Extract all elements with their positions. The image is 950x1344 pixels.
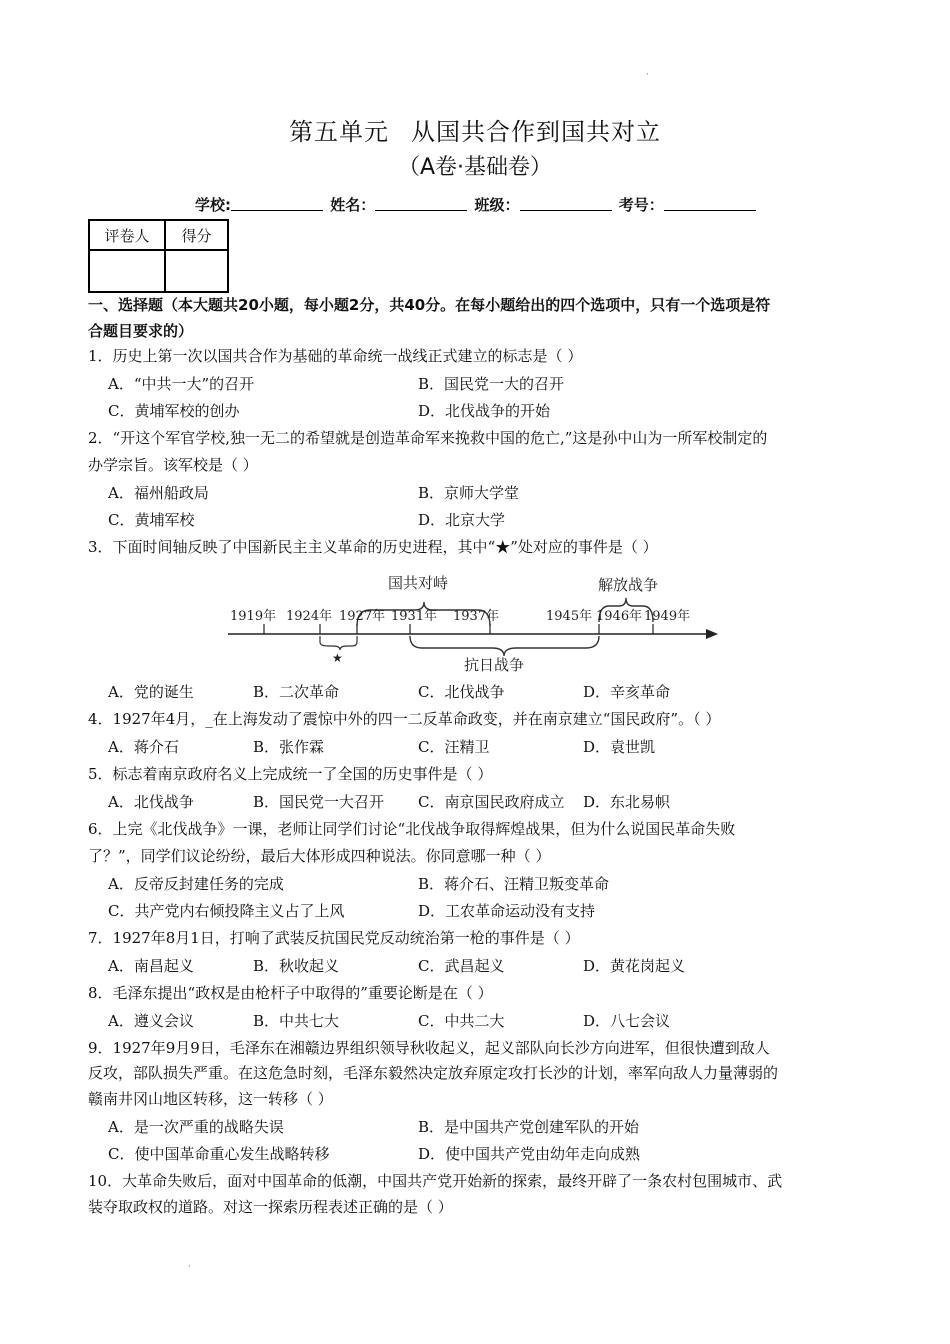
year-1927: 1927年	[339, 609, 386, 624]
q3-option-a[interactable]: A．党的诞生	[108, 683, 194, 701]
q9-option-c[interactable]: C．使中国革命重心发生战略转移	[108, 1145, 330, 1163]
q7-option-b[interactable]: B．秋收起义	[253, 957, 340, 975]
q2-option-a[interactable]: A．福州船政局	[108, 484, 209, 502]
school-label: 学校:	[195, 196, 231, 214]
q8-option-b[interactable]: B．中共七大	[253, 1012, 340, 1030]
section-1-heading	[88, 292, 868, 344]
score-cell[interactable]	[165, 250, 228, 292]
label-confrontation: 国共对峙	[388, 574, 449, 592]
q7-option-a[interactable]: A．南昌起义	[108, 957, 194, 975]
q9-option-d[interactable]: D．使中国共产党由幼年走向成熟	[418, 1145, 641, 1163]
question-5-stem: 5．标志着南京政府名义上完成统一了全国的历史事件是（ ）	[88, 765, 493, 783]
q1-option-d[interactable]: D．北伐战争的开始	[418, 402, 551, 420]
q2-option-b[interactable]: B．京师大学堂	[418, 484, 520, 502]
star-marker-icon: ★	[332, 651, 343, 665]
q5-option-c[interactable]: C．南京国民政府成立	[418, 793, 565, 811]
q4-option-d[interactable]: D．袁世凯	[583, 738, 656, 756]
q5-option-a[interactable]: A．北伐战争	[108, 793, 194, 811]
question-9-stem-line-1: 9．1927年9月9日，毛泽东在湘赣边界组织领导秋收起义，起义部队向长沙方向进军，但很快遭到敌人	[88, 1039, 770, 1057]
year-1937: 1937年	[453, 609, 500, 624]
q9-option-b[interactable]: B．是中国共产党创建军队的开始	[418, 1118, 640, 1136]
student-info-line	[195, 194, 758, 215]
question-4-stem: 4．1927年4月，_在上海发动了震惊中外的四一二反革命政变，并在南京建立“国民政府”。（ ）	[88, 710, 721, 728]
question-10-stem-line-2: 装夺取政权的道路。对这一探索历程表述正确的是（ ）	[88, 1198, 453, 1216]
q4-option-b[interactable]: B．张作霖	[253, 738, 325, 756]
section-1-line-2: 合题目要求的）	[88, 322, 194, 340]
name-blank[interactable]	[375, 210, 467, 211]
class-blank[interactable]	[520, 210, 612, 211]
question-6-stem-line-1: 6．上完《北伐战争》一课，老师让同学们讨论“北伐战争取得辉煌战果，但为什么说国民革命失败	[88, 820, 736, 838]
question-9-stem-line-2: 反攻，部队损失严重。在这危急时刻，毛泽东毅然决定放弃原定攻打长沙的计划，率军向敌人力量薄弱的	[88, 1064, 779, 1082]
question-8-stem: 8．毛泽东提出“政权是由枪杆子中取得的”重要论断是在（ ）	[88, 984, 493, 1002]
q1-option-c[interactable]: C．黄埔军校的创办	[108, 402, 240, 420]
q3-option-c[interactable]: C．北伐战争	[418, 683, 505, 701]
name-label: 姓名：	[330, 196, 376, 214]
q6-option-d[interactable]: D．工农革命运动没有支持	[418, 902, 596, 920]
title-topic: 从国共合作到国共对立	[411, 118, 661, 146]
grader-header: 评卷人	[89, 220, 165, 250]
year-1949: 1949年	[644, 609, 691, 624]
score-table	[88, 219, 229, 293]
class-label: 班级：	[474, 196, 520, 214]
year-1919: 1919年	[230, 609, 277, 624]
grader-cell[interactable]	[89, 250, 165, 292]
exam-number-label: 考号：	[618, 196, 664, 214]
q2-option-c[interactable]: C．黄埔军校	[108, 511, 195, 529]
question-9-stem-line-3: 赣南井冈山地区转移，这一转移（ ）	[88, 1090, 333, 1108]
title-unit: 第五单元	[289, 118, 389, 146]
question-10-stem-line-1: 10．大革命失败后，面对中国革命的低潮，中国共产党开始新的探索，最终开辟了一条农村包围城市、武	[88, 1172, 783, 1190]
year-1924: 1924年	[286, 609, 333, 624]
q3-option-b[interactable]: B．二次革命	[253, 683, 340, 701]
q9-option-a[interactable]: A．是一次严重的战略失误	[108, 1118, 284, 1136]
q1-option-a[interactable]: A．“中共一大”的召开	[108, 375, 255, 393]
q4-option-c[interactable]: C．汪精卫	[418, 738, 490, 756]
scan-dot-bottom: ·	[188, 1262, 191, 1272]
page-subtitle: （A卷·基础卷）	[397, 155, 553, 180]
q8-option-a[interactable]: A．遵义会议	[108, 1012, 194, 1030]
question-2-stem-line-1: 2．“开这个军官学校,独一无二的希望就是创造革命军来挽救中国的危亡,”这是孙中山为一所军校制定的	[88, 429, 768, 447]
bracket-1924-1927	[320, 636, 357, 650]
q3-option-d[interactable]: D．辛亥革命	[583, 683, 671, 701]
school-blank[interactable]	[231, 210, 323, 211]
year-1945: 1945年	[546, 609, 593, 624]
section-1-line-1: 一、选择题（本大题共20小题，每小题2分，共40分。在每小题给出的四个选项中，只有一个选项是符	[88, 296, 771, 314]
q5-option-b[interactable]: B．国民党一大召开	[253, 793, 385, 811]
q4-option-a[interactable]: A．蒋介石	[108, 738, 179, 756]
history-timeline	[220, 566, 720, 676]
q6-option-c[interactable]: C．共产党内右倾投降主义占了上风	[108, 902, 345, 920]
page-title	[0, 112, 950, 147]
timeline-arrow-icon	[706, 629, 718, 639]
year-1946: 1946年	[596, 609, 643, 624]
question-7-stem: 7．1927年8月1日，打响了武装反抗国民党反动统治第一枪的事件是（ ）	[88, 929, 580, 947]
year-1931: 1931年	[391, 609, 438, 624]
q2-option-d[interactable]: D．北京大学	[418, 511, 506, 529]
q8-option-c[interactable]: C．中共二大	[418, 1012, 505, 1030]
exam-number-blank[interactable]	[664, 210, 756, 211]
question-2-stem-line-2: 办学宗旨。该军校是（ ）	[88, 456, 258, 474]
q6-option-b[interactable]: B．蒋介石、汪精卫叛变革命	[418, 875, 610, 893]
q7-option-d[interactable]: D．黄花岗起义	[583, 957, 686, 975]
q1-option-b[interactable]: B．国民党一大的召开	[418, 375, 565, 393]
q6-option-a[interactable]: A．反帝反封建任务的完成	[108, 875, 284, 893]
brace-anti-japanese-war	[410, 636, 599, 656]
question-1-stem: 1．历史上第一次以国共合作为基础的革命统一战线正式建立的标志是（ ）	[88, 347, 583, 365]
q7-option-c[interactable]: C．武昌起义	[418, 957, 505, 975]
score-header: 得分	[165, 220, 228, 250]
q8-option-d[interactable]: D．八七会议	[583, 1012, 671, 1030]
q5-option-d[interactable]: D．东北易帜	[583, 793, 671, 811]
question-6-stem-line-2: 了？”，同学们议论纷纷，最后大体形成四种说法。你同意哪一种（ ）	[88, 847, 551, 865]
question-3-stem: 3．下面时间轴反映了中国新民主主义革命的历史进程，其中“★”处对应的事件是（ ）	[88, 538, 658, 556]
label-liberation-war: 解放战争	[598, 576, 659, 594]
label-anti-japanese-war: 抗日战争	[464, 656, 525, 674]
scan-dot: ·	[646, 70, 649, 80]
